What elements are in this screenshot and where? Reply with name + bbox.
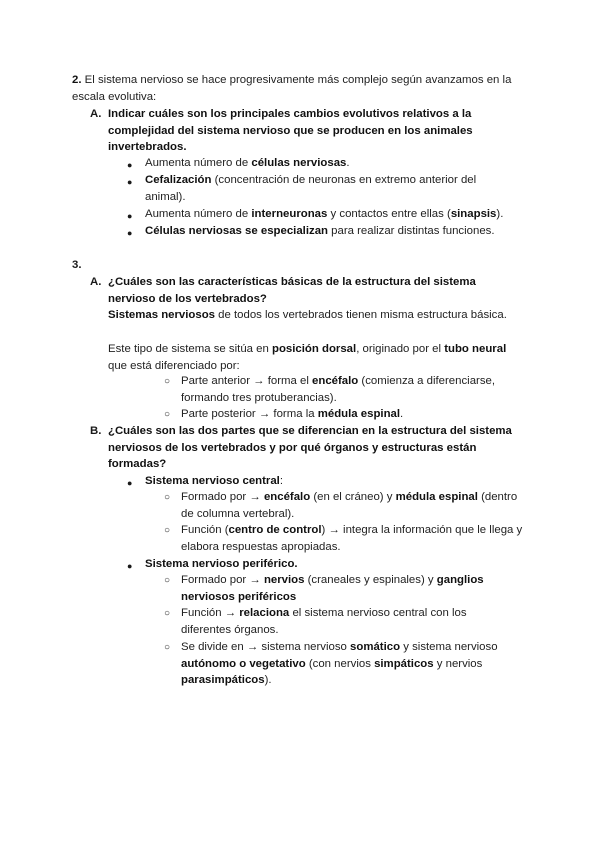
q2-number: 2. — [72, 74, 82, 86]
peripheral-sub-2: Función → relaciona el sistema nervioso central con los diferentes órganos. — [181, 607, 467, 636]
sub-bullet-circle: ○ — [164, 608, 171, 619]
q3-number: 3. — [72, 259, 82, 271]
central-sub-2: Función (centro de control) → integra la información que le llega y elabora respuestas apropiadas. — [181, 524, 523, 553]
q2-bullet-4: Células nerviosas se especializan para realizar distintas funciones. — [145, 225, 495, 237]
q3-a-sub-1: Parte anterior → forma el encéfalo (comienza a diferenciarse, formando tres protuberancias). — [181, 375, 496, 404]
bullet-dot: ● — [127, 160, 133, 170]
q2-bullet-3: Aumenta número de interneuronas y contactos entre ellas (sinapsis). — [145, 208, 504, 220]
q3-a-letter: A. — [90, 276, 102, 288]
peripheral-sub-3: Se divide en → sistema nervioso somático y sistema nervioso autónomo o vegetativo (con nervios simpáticos y nervios parasimpáticos). — [181, 641, 498, 687]
bullet-dot: ● — [127, 561, 133, 571]
q3-a-question: ¿Cuáles son las características básicas de la estructura del sistema nervioso de los vertebrados? — [108, 276, 476, 305]
q3-a-paragraph-1: Sistemas nerviosos de todos los vertebrados tienen misma estructura básica. — [108, 309, 507, 321]
q3-a-paragraph-2: Este tipo de sistema se sitúa en posición dorsal, originado por el tubo neural que está diferenciado por: — [108, 343, 507, 372]
sub-bullet-circle: ○ — [164, 409, 171, 420]
q3-b-letter: B. — [90, 425, 102, 437]
central-nervous-system-title: Sistema nervioso central: — [145, 475, 284, 487]
sub-bullet-circle: ○ — [164, 492, 171, 503]
bullet-dot: ● — [127, 228, 133, 238]
peripheral-nervous-system-title: Sistema nervioso periférico. — [145, 558, 298, 570]
sub-bullet-circle: ○ — [164, 376, 171, 387]
q2-bullet-2: Cefalización (concentración de neuronas en extremo anterior del animal). — [145, 174, 477, 203]
bullet-dot: ● — [127, 211, 133, 221]
q2-intro: 2. El sistema nervioso se hace progresivamente más complejo según avanzamos en la escala evolutiva: — [72, 74, 512, 103]
q2-a-letter: A. — [90, 108, 102, 120]
q3-a-sub-2: Parte posterior → forma la médula espinal. — [181, 408, 404, 420]
central-sub-1: Formado por → encéfalo (en el cráneo) y médula espinal (dentro de columna vertebral). — [181, 491, 518, 520]
q3-b-question: ¿Cuáles son las dos partes que se diferencian en la estructura del sistema nerviosos de los vertebrados y por qué órganos y estructuras están formadas? — [108, 425, 512, 471]
bullet-dot: ● — [127, 478, 133, 488]
sub-bullet-circle: ○ — [164, 575, 171, 586]
q2-bullet-1: Aumenta número de células nerviosas. — [145, 157, 350, 169]
q2-a-question: Indicar cuáles son los principales cambios evolutivos relativos a la complejidad del sistema nervioso que se producen en los animales invertebrados. — [108, 108, 473, 154]
bullet-dot: ● — [127, 177, 133, 187]
sub-bullet-circle: ○ — [164, 642, 171, 653]
sub-bullet-circle: ○ — [164, 525, 171, 536]
peripheral-sub-1: Formado por → nervios (craneales y espinales) y ganglios nerviosos periféricos — [181, 574, 484, 603]
